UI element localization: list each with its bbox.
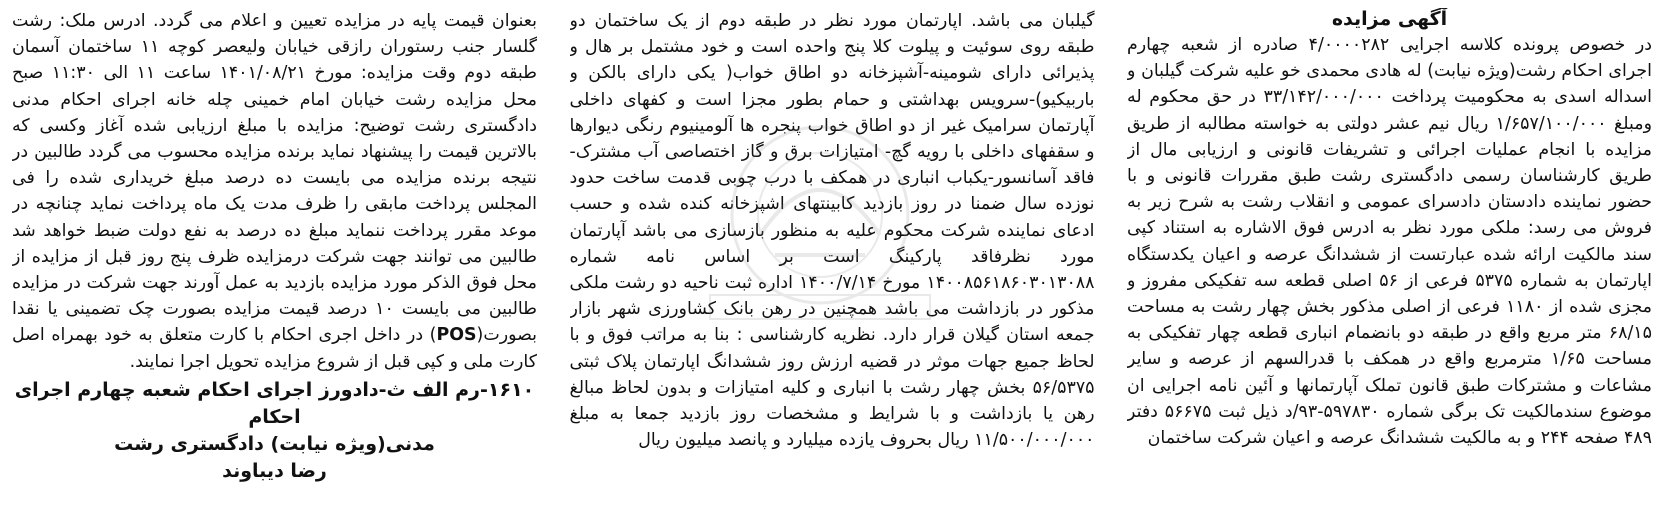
left-column bbox=[12, 8, 537, 509]
notice-title: آگهی مزایده bbox=[1331, 8, 1448, 30]
left-column-text-part2: ) در داخل اجری احکام با کارت متعلق به خود بهمراه اصل کارت ملی و کپی قبل از شروع مزایده تحویل اجرا نمایند. bbox=[12, 325, 537, 372]
signature-line-1: ۱۶۱۰-رم الف ث-دادورز اجرای احکام شعبه چهارم اجرای احکام bbox=[14, 378, 535, 428]
right-column-text: در خصوص پرونده کلاسه اجرایی ۴/۰۰۰۰۲۸۲ صادره از شعبه چهارم اجرای احکام رشت(ویژه نیابت) له هادی محمدی خو علیه شرکت گیلبان و اسداله اسدی به محکومیت پرداخت ۳۳/۱۴۲/۰۰۰/۰۰۰ در حق محکوم له ومبلغ ۱/۶۵۷/۱۰۰/۰۰۰ ریال نیم عشر دولتی به خواسته مطالبه از طریق مزایده با انجام عملیات اجرائی و تشریفات قانونی و ارزیابی مال از طریق کارشناسان رسمی دادگستری رشت طبق مقررات قانونی و با حضور نماینده دادستان دادسرای عمومی و انقلاب رشت به شرح زیر به فروش می رسد: ملکی مورد نظر به ادرس فوق الاشاره به استناد کپی سند مالکیت ارائه شده عبارتست از ششدانگ عرصه و اعیان یکدستگاه اپارتمان به شماره ۵۳۷۵ فرعی از ۵۶ اصلی قطعه سه تفکیکی مفروز و مجزی شده از ۱۱۸۰ فرعی از اصلی مذکور بخش چهار رشت به مساحت ۶۸/۱۵ متر مربع واقع در طبقه دو بانضمام انباری قطعه چهار تفکیکی به مساحت ۱/۶۵ مترمربع واقع در همکف با قدرالسهم از عرصه و سایر مشاعات و مشترکات طبق قانون تملک آپارتمانها و آئین نامه اجرایی ان موضوع سندمالکیت تک برگی شماره ۵۹۷۸۳۰-۹۳/د ذیل ثبت ۵۶۶۷۵ دفتر ۴۸۹ صفحه ۲۴۴ و به مالکیت ششدانگ عرصه و اعیان شرکت ساختمان bbox=[1127, 35, 1652, 449]
signature-line-3: رضا دیباوند bbox=[222, 459, 327, 482]
right-column bbox=[1127, 8, 1652, 509]
newspaper-columns bbox=[12, 8, 1652, 509]
signature-line-2: مدنی(ویژه نیابت) دادگستری رشت bbox=[114, 432, 435, 455]
left-column-text-part1: بعنوان قیمت پایه در مزایده تعیین و اعلام می گردد. ادرس ملک: رشت گلسار جنب رستوران رازقی خیابان ولیعصر کوچه ۱۱ ساختمان آسمان طبقه دوم وقت مزایده: مورخ ۱۴۰۱/۰۸/۲۱ ساعت ۱۱ الی ۱۱:۳۰ صبح محل مزایده رشت خیابان امام خمینی چله خانه اجرای احکام مدنی دادگستری رشت توضیح: مزایده با مبلغ ارزیابی شده آغاز وکسی که بالاترین قیمت را پیشنهاد نماید برنده مزایده محسوب می گردد طالبین در نتیجه برنده مزایده می بایست ده درصد مبلغ خریداری شده را فی المجلس پرداخت مابقی را ظرف مدت یک ماه پرداخت نماید چنانچه در موعد مقرر پرداخت ننماید مبلغ ده درصد به نفع دولت ضبط خواهد شد طالبین می توانند جهت شرکت درمزایده ظرف پنج روز قبل از مزایده از محل فوق الذکر مورد مزایده بازدید به عمل آورند جهت شرکت در مزایده طالبین می بایست ۱۰ درصد قیمت مزایده بصورت چک تضمینی یا نقدا بصورت( bbox=[12, 11, 537, 346]
signature-block bbox=[12, 377, 537, 485]
left-column-text bbox=[12, 8, 537, 375]
pos-term: POS bbox=[436, 325, 477, 346]
middle-column-text: گیلبان می باشد. اپارتمان مورد نظر در طبقه دوم از یک ساختمان دو طبقه روی سوئیت و پیلوت کلا پنج واحده است و خود مشتمل بر هال و پذیرائی دارای شومینه-آشپزخانه دو اطاق خواب( یکی دارای بالکن و باربیکیو)-سرویس بهداشتی و حمام بطور مجزا است و کفهای داخلی آپارتمان سرامیک غیر از دو اطاق خواب پنجره ها آلومینیوم رنگی دیوارها و سقفهای داخلی با رویه گچ- امتیازات برق و گاز اختصاصی آب مشترک- فاقد آسانسور-یکباب انباری در همکف با درب چوبی قدمت ساخت حدود نوزده سال ضمنا در روز بازدید کابینتهای اشپزخانه کنده شده و حسب ادعای نماینده شرکت محکوم علیه به منظور بازسازی می باشد آپارتمان مورد نظرفاقد پارکینگ است بر اساس نامه شماره ۱۴۰۰۸۵۶۱۸۶۰۳۰۱۳۰۸۸ مورخ ۱۴۰۰/۷/۱۴ اداره ثبت ناحیه دو رشت ملکی مذکور در بازداشت می باشد همچنین در رهن بانک کشاورزی شهر بازار جمعه استان گیلان قرار دارد. نظریه کارشناسی : بنا به مراتب فوق و با لحاظ جمیع جهات موثر در قضیه ارزش روز ششدانگ اپارتمان پلاک ثبتی ۵۶/۵۳۷۵ بخش چهار رشت با انباری و کلیه امتیازات و بدون لحاظ مبالغ رهن یا بازداشت و با شرایط و مشخصات روز بازدید جمعا به مبلغ ۱۱/۵۰۰/۰۰۰/۰۰۰ ریال بحروف یازده میلیارد و پانصد میلیون ریال bbox=[569, 11, 1095, 451]
middle-column bbox=[570, 8, 1095, 509]
